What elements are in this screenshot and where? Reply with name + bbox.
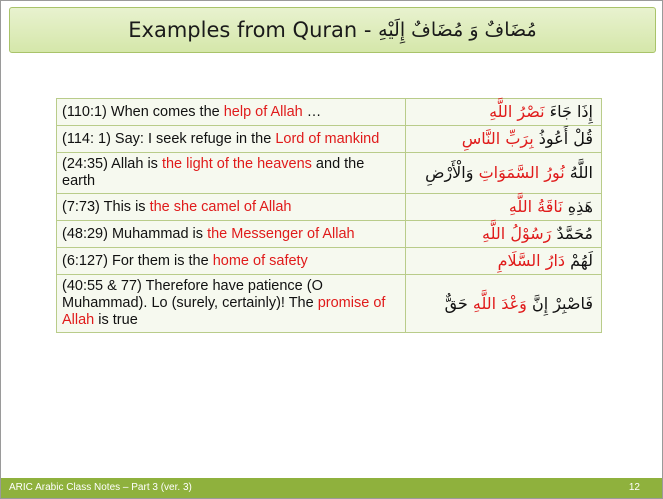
english-highlight: the light of the heavens: [161, 156, 312, 172]
arabic-text: وَالْأَرْضِ: [425, 163, 479, 182]
arabic-highlight: نَاقَةُ اللَّهِ: [508, 197, 563, 216]
arabic-highlight: نَصْرُ اللَّهِ: [489, 102, 545, 121]
table-row: [57, 248, 602, 275]
arabic-text: اللَّهُ: [564, 163, 593, 182]
arabic-text: قُلْ أَعُوذُ: [533, 129, 593, 148]
english-cell: [57, 248, 406, 275]
english-highlight: promise of Allah: [62, 295, 386, 328]
english-text: (7:73) This is: [62, 198, 150, 215]
english-cell: [57, 221, 406, 248]
english-cell: [57, 194, 406, 221]
english-cell: [57, 275, 406, 333]
title-english: Examples from Quran -: [128, 18, 372, 42]
arabic-cell: [406, 221, 602, 248]
table-row: [57, 126, 602, 153]
slide-footer: [1, 478, 662, 498]
arabic-cell: [406, 275, 602, 333]
english-text: and the earth: [62, 156, 365, 189]
english-cell: [57, 153, 406, 194]
examples-table: [56, 98, 602, 333]
arabic-highlight: دَارُ السَّلَامِ: [497, 251, 566, 270]
english-cell: [57, 126, 406, 153]
arabic-cell: [406, 126, 602, 153]
slide-title: [9, 7, 656, 53]
table-row: [57, 153, 602, 194]
arabic-text: حَقٌّ: [444, 293, 473, 313]
english-text: (6:127) For them is the: [62, 252, 213, 269]
arabic-text: إِذَا جَاءَ: [544, 102, 593, 121]
table-row: [57, 275, 602, 333]
footer-title: ARIC Arabic Class Notes – Part 3 (ver. 3): [9, 482, 192, 493]
english-text: (24:35) Allah is: [62, 156, 162, 172]
table-row: [57, 99, 602, 126]
english-text: (40:55 & 77) Therefore have patience (O Muhammad). Lo (surely, certainly)! The: [62, 278, 323, 311]
arabic-highlight: نُورُ السَّمَوَاتِ: [478, 163, 565, 182]
english-text: …: [302, 103, 322, 120]
arabic-text: فَاصْبِرْ إِنَّ: [526, 293, 593, 313]
table-row: [57, 221, 602, 248]
arabic-highlight: وَعْدَ اللَّهِ: [472, 293, 527, 313]
english-highlight: help of Allah: [223, 103, 303, 120]
english-cell: [57, 99, 406, 126]
english-text: (114: 1) Say: I seek refuge in the: [62, 130, 276, 147]
arabic-text: مُحَمَّدٌ: [551, 224, 593, 243]
table-row: [57, 194, 602, 221]
title-arabic: مُضَافٌ وَ مُضَافٌ إِلَيْهِ: [378, 19, 537, 41]
arabic-text: هَذِهِ: [562, 197, 593, 216]
arabic-cell: [406, 194, 602, 221]
page-number: 12: [628, 482, 640, 493]
arabic-highlight: بِرَبِّ النَّاسِ: [461, 129, 534, 148]
english-highlight: home of safety: [212, 252, 308, 269]
english-text: (110:1) When comes the: [62, 103, 224, 120]
arabic-cell: [406, 248, 602, 275]
arabic-highlight: رَسُوْلُ اللَّهِ: [482, 224, 552, 243]
english-text: is true: [94, 312, 138, 328]
arabic-cell: [406, 99, 602, 126]
english-highlight: Lord of mankind: [275, 130, 380, 147]
arabic-cell: [406, 153, 602, 194]
arabic-text: لَهُمْ: [565, 251, 593, 270]
english-highlight: the she camel of Allah: [149, 198, 292, 215]
english-highlight: the Messenger of Allah: [207, 225, 355, 242]
english-text: (48:29) Muhammad is: [62, 225, 208, 242]
